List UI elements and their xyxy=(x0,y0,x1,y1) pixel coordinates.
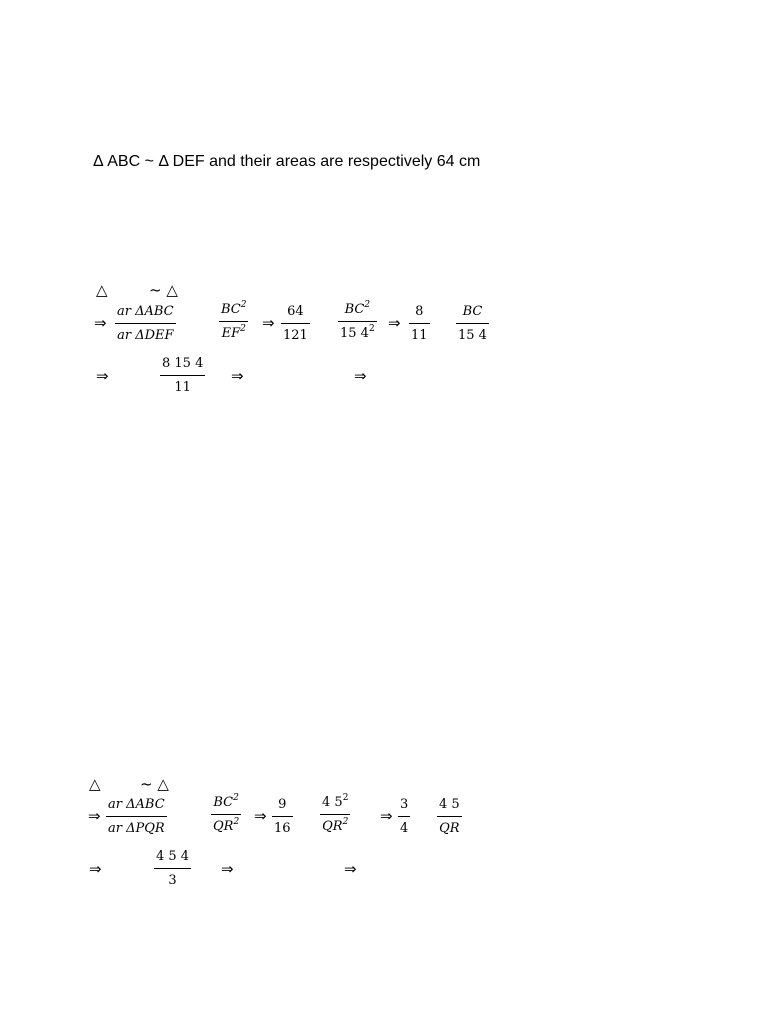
fraction-denominator: ar ΔPQR xyxy=(108,821,165,836)
fraction-numerator: 4 5 xyxy=(322,795,343,810)
implies-arrow: ⇒ xyxy=(254,807,267,825)
side-ratio-fraction xyxy=(211,793,241,834)
implies-arrow: ⇒ xyxy=(88,807,101,825)
square-exponent: 2 xyxy=(342,817,349,827)
fraction-denominator: EF xyxy=(221,326,241,341)
fraction-denominator: QR xyxy=(322,819,343,834)
implies-arrow: ⇒ xyxy=(221,860,234,878)
implies-arrow: ⇒ xyxy=(354,367,367,385)
ratio-fraction xyxy=(409,305,430,342)
implies-arrow: ⇒ xyxy=(388,314,401,332)
square-exponent: 2 xyxy=(240,300,247,310)
triangle-symbol: △ xyxy=(96,281,108,299)
fraction-denominator: 121 xyxy=(283,328,308,343)
side-fraction xyxy=(437,798,462,835)
fraction-denominator: QR xyxy=(439,821,460,836)
area-value-fraction xyxy=(272,798,293,835)
fraction-numerator: 8 15 4 xyxy=(162,356,204,371)
square-exponent: 2 xyxy=(364,300,371,310)
fraction-denominator: 4 xyxy=(400,821,409,836)
similar-triangle-symbol: ~ △ xyxy=(140,775,169,793)
fraction-denominator: ar ΔDEF xyxy=(117,328,174,343)
fraction-denominator: QR xyxy=(213,819,234,834)
fraction-denominator: 15 4 xyxy=(340,326,369,341)
implies-arrow: ⇒ xyxy=(89,860,102,878)
square-exponent: 2 xyxy=(240,324,246,334)
side-fraction xyxy=(456,305,489,342)
side-square-fraction xyxy=(338,300,377,341)
fraction-denominator: 15 4 xyxy=(458,328,487,343)
ratio-fraction xyxy=(398,798,410,835)
fraction-numerator: BC xyxy=(462,304,483,319)
square-exponent: 2 xyxy=(342,793,349,803)
area-value-fraction xyxy=(281,305,310,342)
fraction-numerator: BC xyxy=(344,302,365,317)
triangle-symbol: △ xyxy=(89,775,101,793)
fraction-numerator: 64 xyxy=(287,304,304,319)
fraction-numerator: 4 5 xyxy=(439,797,460,812)
fraction-numerator: ar ΔABC xyxy=(108,797,165,812)
implies-arrow: ⇒ xyxy=(380,807,393,825)
fraction-numerator: 8 xyxy=(415,304,424,319)
area-ratio-fraction xyxy=(115,305,176,342)
implies-arrow: ⇒ xyxy=(94,314,107,332)
square-exponent: 2 xyxy=(233,793,239,803)
fraction-numerator: 3 xyxy=(400,797,409,812)
fraction-denominator: 11 xyxy=(174,380,191,395)
implies-arrow: ⇒ xyxy=(262,314,275,332)
similar-triangle-symbol: ~ △ xyxy=(149,281,178,299)
side-square-fraction xyxy=(320,793,350,834)
square-exponent: 2 xyxy=(368,324,375,334)
implies-arrow: ⇒ xyxy=(96,367,109,385)
problem-statement: Δ ABC ~ Δ DEF and their areas are respectively 64 cm xyxy=(93,153,481,170)
implies-arrow: ⇒ xyxy=(231,367,244,385)
fraction-denominator: 3 xyxy=(168,873,177,888)
fraction-denominator: 16 xyxy=(274,821,291,836)
result-fraction xyxy=(154,850,191,887)
fraction-numerator: 4 5 4 xyxy=(156,849,190,864)
area-ratio-fraction xyxy=(106,798,167,835)
fraction-numerator: ar ΔABC xyxy=(117,304,174,319)
fraction-numerator: BC xyxy=(213,795,234,810)
fraction-numerator: 9 xyxy=(278,797,287,812)
implies-arrow: ⇒ xyxy=(344,860,357,878)
side-ratio-fraction xyxy=(219,300,248,341)
result-fraction xyxy=(160,357,205,394)
fraction-numerator: BC xyxy=(221,302,241,317)
fraction-denominator: 11 xyxy=(411,328,428,343)
square-exponent: 2 xyxy=(233,817,240,827)
